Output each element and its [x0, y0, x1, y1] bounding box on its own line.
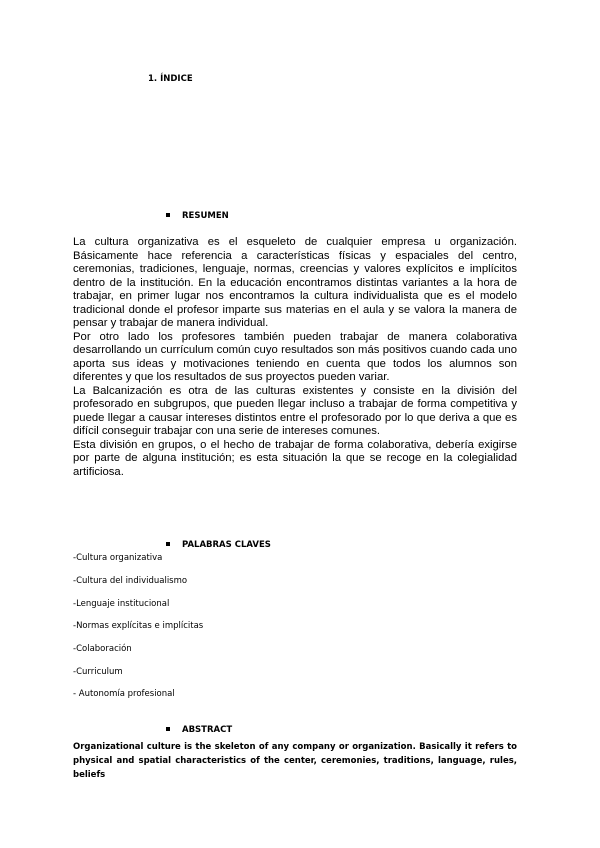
section-heading-label: ABSTRACT [182, 725, 233, 735]
keyword-item: -Normas explícitas e implícitas [73, 621, 204, 631]
resumen-paragraph: Por otro lado los profesores también pueden trabajar de manera colaborativa desarrollando un currículum común cuyo resultados son más positivos cuando cada uno aporta sus ideas y motivaciones teniendo en cuenta que todos los alumnos son diferentes y que los resultados de sus proyectos pueden variar. [73, 330, 517, 383]
section-heading-resumen [166, 211, 229, 221]
section-heading-label: RESUMEN [182, 211, 229, 221]
section-heading-abstract [166, 725, 232, 735]
abstract-text: Organizational culture is the skeleton of any company or organization. Basically it refers to physical and spatial characteristics of the center, ceremonies, traditions, language, rules, beliefs [73, 742, 517, 780]
resumen-text [73, 236, 517, 479]
section-heading-label: PALABRAS CLAVES [182, 540, 271, 550]
resumen-paragraph: La cultura organizativa es el esqueleto de cualquier empresa u organización. Básicamente hace referencia a características físicas y espaciales del centro, ceremonias, tradiciones, lenguaje, normas, creencias y valores explícitos e implícitos dentro de la institución. En la educación encontramos distintas variantes a la hora de trabajar, en primer lugar nos encontramos la cultura individualista que es el modelo tradicional donde el profesor imparte sus materias en el aula y se valora la manera de pensar y trabajar de manera individual. [73, 236, 517, 329]
keyword-item: -Curriculum [73, 667, 123, 677]
section-heading-palabras-claves [166, 540, 271, 550]
keyword-item: - Autonomía profesional [73, 689, 175, 699]
resumen-paragraph: Esta división en grupos, o el hecho de trabajar de forma colaborativa, debería exigirse por parte de alguna institución; es esta situación la que se recoge en la colegialidad artificiosa. [73, 438, 517, 478]
keyword-item: -Cultura organizativa [73, 553, 163, 563]
keyword-item: -Cultura del individualismo [73, 576, 188, 586]
bullet-icon [166, 727, 170, 731]
index-heading: 1. ÍNDICE [148, 74, 193, 84]
keyword-item: -Colaboración [73, 644, 132, 654]
keyword-item: -Lenguaje institucional [73, 599, 170, 609]
resumen-paragraph: La Balcanización es otra de las culturas existentes y consiste en la división del profesorado en subgrupos, que pueden llegar incluso a trabajar de forma competitiva y puede llegar a causar intereses distintos entre el profesorado por lo que deriva a que es difícil conseguir trabajar con una serie de intereses comunes. [73, 384, 517, 437]
bullet-icon [166, 213, 170, 217]
bullet-icon [166, 542, 170, 546]
